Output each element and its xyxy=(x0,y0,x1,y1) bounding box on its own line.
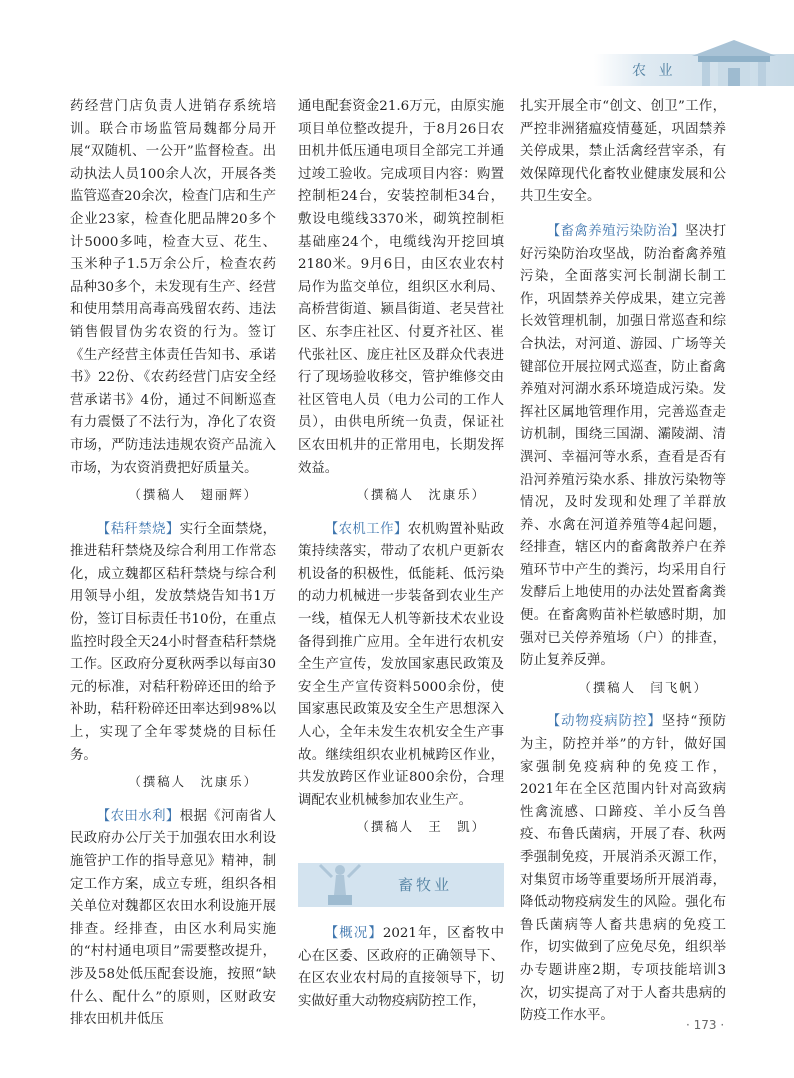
section-tag: 【秸秆禁烧】 xyxy=(96,521,180,537)
section-header-banner xyxy=(594,54,794,86)
section-text: 农机购置补贴政策持续落实，带动了农机户更新农机设备的积极性，低能耗、低污染的动力机械进一步装备到农业生产一线，植保无人机等新技术农业设备得到推广应用。全年进行农机安全生产宣传，发放国家惠民政策及安全生产宣传资料5000余份，使国家惠民政策及安全生产思想深入人心，全年未发生农机安全生产事故。继续组织农业机械跨区作业，共发放跨区作业证800余份，合理调配农业机械参加农业生产。 xyxy=(298,521,504,808)
section-pollution-control xyxy=(520,221,726,673)
section-label: 农 业 xyxy=(632,63,677,79)
paragraph-continued: 扎实开展全市“创文、创卫”工作，严控非洲猪瘟疫情蔓延，巩固禁养关停成果，禁止活禽经营宰杀，有效保障现代化畜牧业健康发展和公共卫生安全。 xyxy=(520,99,726,205)
author-signature: （撰稿人 沈康乐） xyxy=(128,774,258,790)
column-3 xyxy=(520,96,726,1028)
section-tag: 【畜禽养殖污染防治】 xyxy=(546,223,685,239)
paragraph-intro: 药经营门店负责人进销存系统培训。联合市场监管局魏都分局开展“双随机、一公开”监督检查。出动执法人员100余人次，开展各类监管巡查20余次，检查门店和生产企业23家，检查化肥品牌20多个计5000多吨，检查大豆、花生、玉米种子1.5万余公斤，检查农药品种30多个，未发现有生产、经营和使用禁用高毒高残留农药、违法销售假冒伪劣农资的行为。签订《生产经营主体责任告知书、承诺书》22份、《农药经营门店安全经营承诺书》4份，通过不间断巡查有力震慑了不法行为，净化了农资市场，严防违法违规农资产品流入市场，为农资消费把好质量关。 xyxy=(70,99,276,476)
section-text: 实行全面禁烧，推进秸秆禁烧及综合利用工作常态化，成立魏都区秸秆禁烧与综合利用领导小组，发放禁烧告知书1万份，签订目标责任书10份，在重点监控时段全天24小时督查秸秆禁烧工作。区政府分夏秋两季以每亩30元的标准，对秸秆粉碎还田的给予补助，秸秆粉碎还田率达到98%以上，实现了全年零焚烧的目标任务。 xyxy=(70,521,276,763)
section-tag: 【动物疫病防控】 xyxy=(546,714,662,730)
author-signature: （撰稿人 闫飞帆） xyxy=(578,679,708,695)
section-tag: 【农机工作】 xyxy=(324,521,408,537)
column-2 xyxy=(298,96,504,1013)
paragraph-continued: 通电配套资金21.6万元，由原实施项目单位整改提升，于8月26日农田机井低压通电项目全部完工并通过竣工验收。完成项目内容：购置控制柜24台，安装控制柜34台，敷设电缆线3370米，砌筑控制柜基础座24个，电缆线沟开挖回填2180米。9月6日，由区农业农村局作为监交单位，组织区水利局、高桥营街道、颍昌街道、老吴营社区、东李庄社区、付夏齐社区、崔代张社区、庞庄社区及群众代表进行了现场验收移交，管护维修交由社区管电人员（电力公司的工作人员），由供电所统一负责，保证社区农田机井的正常用电，长期发挥效益。 xyxy=(298,99,504,476)
subsection-banner xyxy=(298,863,504,907)
column-1 xyxy=(70,96,276,1032)
section-overview xyxy=(298,923,504,1013)
author-signature: （撰稿人 沈康乐） xyxy=(356,487,486,503)
section-tag: 【农田水利】 xyxy=(96,808,180,824)
section-text: 根据《河南省人民政府办公厅关于加强农田水利设施管护工作的指导意见》精神，制定工作方案，成立专班，组织各相关单位对魏都区农田水利设施开展排查。经排查，由区水利局实施的“村村通电项目”需要整改提升，涉及58处低压配套设施，按照“缺什么、配什么”的原则，区财政安排农田机井低压 xyxy=(70,808,276,1028)
author-signature: （撰稿人 翅丽辉） xyxy=(128,487,258,503)
section-text: 2021年，区畜牧中心在区委、区政府的正确领导下、在区农业农村局的直接领导下，切实做好重大动物疫病防控工作， xyxy=(298,926,505,1009)
section-text: 坚持“预防为主，防控并举”的方针，做好国家强制免疫病种的免疫工作，2021年在全区范围内针对高致病性禽流感、口蹄疫、羊小反刍兽疫、布鲁氏菌病，开展了春、秋两季强制免疫，开展消杀灭源工作，对集贸市场等重要场所开展消毒，降低动物疫病发生的风险。强化布鲁氏菌病等人畜共患病的免疫工作，切实做到了应免尽免，组织举办专题讲座2期，专项技能培训3次，切实提高了对于人畜共患病的防疫工作水平。 xyxy=(520,714,726,1024)
subsection-title: 畜牧业 xyxy=(398,876,453,894)
statue-icon xyxy=(312,857,368,907)
section-straw-ban xyxy=(70,519,276,768)
gate-icon xyxy=(690,36,778,86)
section-text: 坚决打好污染防治攻坚战，防治畜禽养殖污染，全面落实河长制湖长制工作，巩固禁养关停成果，建立完善长效管理机制，加强日常巡查和综合执法，对河道、游园、广场等关键部位开展拉网式巡查，防止畜禽养殖对河湖水系环境造成污染。发挥社区属地管理作用，完善巡查走访机制，围绕三国湖、灞陵湖、清潩河、幸福河等水系，查看是否有沿河养殖污染水系、排放污染物等情况，及时发现和处理了羊群放养、水禽在河道养殖等4起问题，经排查，辖区内的畜禽散养户在养殖环节中产生的粪污，均采用自行发酵后上地使用的办法处置畜禽粪便。在畜禽购苗补栏敏感时期，加强对已关停养殖场（户）的排查，防止复养反弹。 xyxy=(520,223,727,669)
section-agricultural-machinery xyxy=(298,519,504,813)
page-number: · 173 · xyxy=(686,1018,725,1032)
section-tag: 【概况】 xyxy=(324,926,383,941)
section-disease-control xyxy=(520,711,726,1027)
section-water-conservancy xyxy=(70,806,276,1032)
author-signature: （撰稿人 王 凯） xyxy=(356,819,486,835)
